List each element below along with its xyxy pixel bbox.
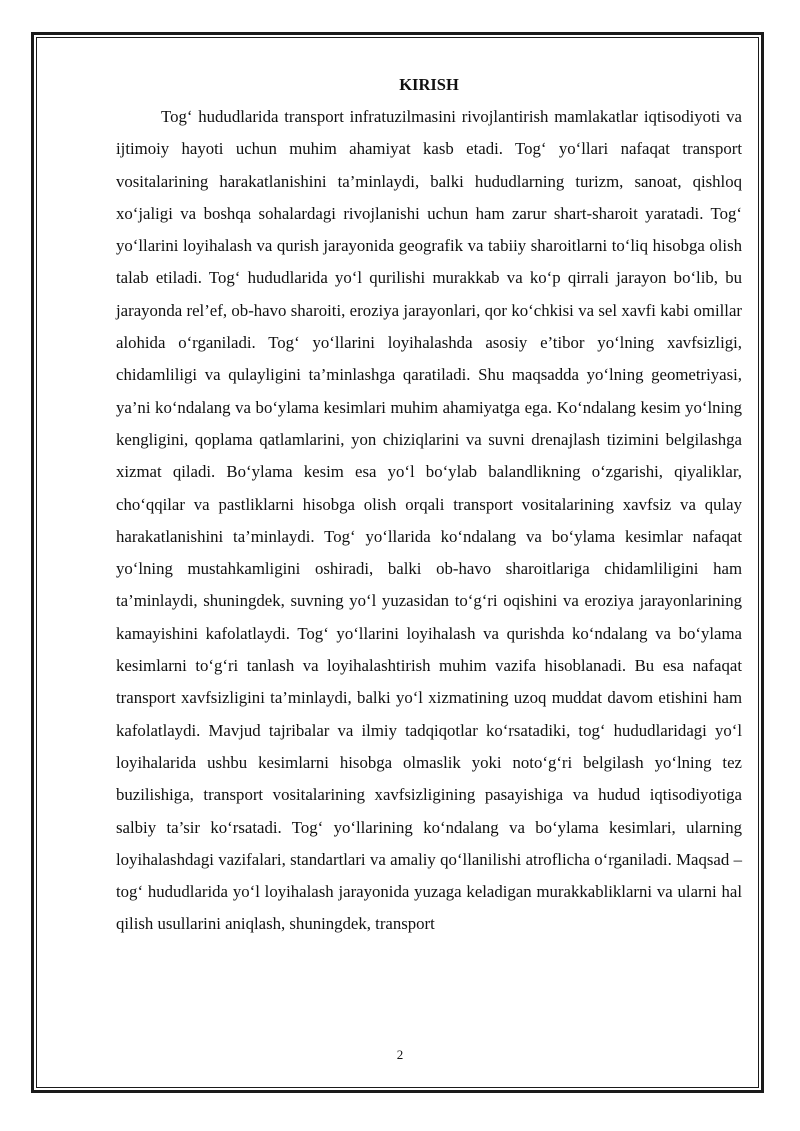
page-number: 2 bbox=[396, 1047, 404, 1062]
body-paragraph: Tog‘ hududlarida transport infratuzilmasini rivojlantirish mamlakatlar iqtisodiyoti va ijtimoiy hayoti uchun muhim ahamiyat kasb etadi. Tog‘ yo‘llari nafaqat transport vositalarining harakatlanishini ta’minlaydi, balki hududlarning turizm, sanoat, qishloq xo‘jaligi va boshqa sohalardagi rivojlanishi uchun ham zarur shart-sharoit yaratadi. Tog‘ yo‘llarini loyihalash va qurish jarayonida geografik va tabiiy sharoitlarni to‘liq hisobga olish talab etiladi. Tog‘ hududlarida yo‘l qurilishi murakkab va ko‘p qirrali jarayon bo‘lib, bu jarayonda rel’ef, ob-havo sharoiti, eroziya jarayonlari, qor ko‘chkisi va sel xavfi kabi omillar alohida o‘rganiladi. Tog‘ yo‘llarini loyihalashda asosiy e’tibor yo‘lning xavfsizligi, chidamliligi va qulayligini ta’minlashga qaratiladi. Shu maqsadda yo‘lning geometriyasi, ya’ni ko‘ndalang va bo‘ylama kesimlari muhim ahamiyatga ega. Ko‘ndalang kesim yo‘lning kengligini, qoplama qatlamlarini, yon chiziqlarini va suvni drenajlash tizimini belgilashga xizmat qiladi. Bo‘ylama kesim esa yo‘l bo‘ylab balandlikning o‘zgarishi, qiyaliklar, cho‘qqilar va pastliklarni hisobga olish orqali transport vositalarining xavfsiz va qulay harakatlanishini ta’minlaydi. Tog‘ yo‘llarida ko‘ndalang va bo‘ylama kesimlar nafaqat yo‘lning mustahkamligini oshiradi, balki ob-havo sharoitlariga chidamliligini ham ta’minlaydi, shuningdek, suvning yo‘l yuzasidan to‘g‘ri oqishini va eroziya jarayonlarining kamayishini kafolatlaydi. Tog‘ yo‘llarini loyihalash va qurishda ko‘ndalang va bo‘ylama kesimlarni to‘g‘ri tanlash va loyihalashtirish muhim vazifa hisoblanadi. Bu esa nafaqat transport xavfsizligini ta’minlaydi, balki yo‘l xizmatining uzoq muddat davom etishini ham kafolatlaydi. Mavjud tajribalar va ilmiy tadqiqotlar ko‘rsatadiki, tog‘ hududlaridagi yo‘l loyihalarida ushbu kesimlarni hisobga olmaslik yoki noto‘g‘ri belgilash yo‘lning tez buzilishiga, transport vositalarining xavfsizligining pasayishiga va hudud iqtisodiyotiga salbiy ta’sir ko‘rsatadi. Tog‘ yo‘llarining ko‘ndalang va bo‘ylama kesimlari, ularning loyihalashdagi vazifalari, standartlari va amaliy qo‘llanilishi atroflicha o‘rganiladi. Maqsad – tog‘ hududlarida yo‘l loyihalash jarayonida yuzaga keladigan murakkabliklarni va ularni hal qilish usullarini aniqlash, shuningdek, transport bbox=[116, 107, 742, 934]
document-content bbox=[116, 70, 742, 941]
section-heading: KIRISH bbox=[399, 75, 459, 94]
